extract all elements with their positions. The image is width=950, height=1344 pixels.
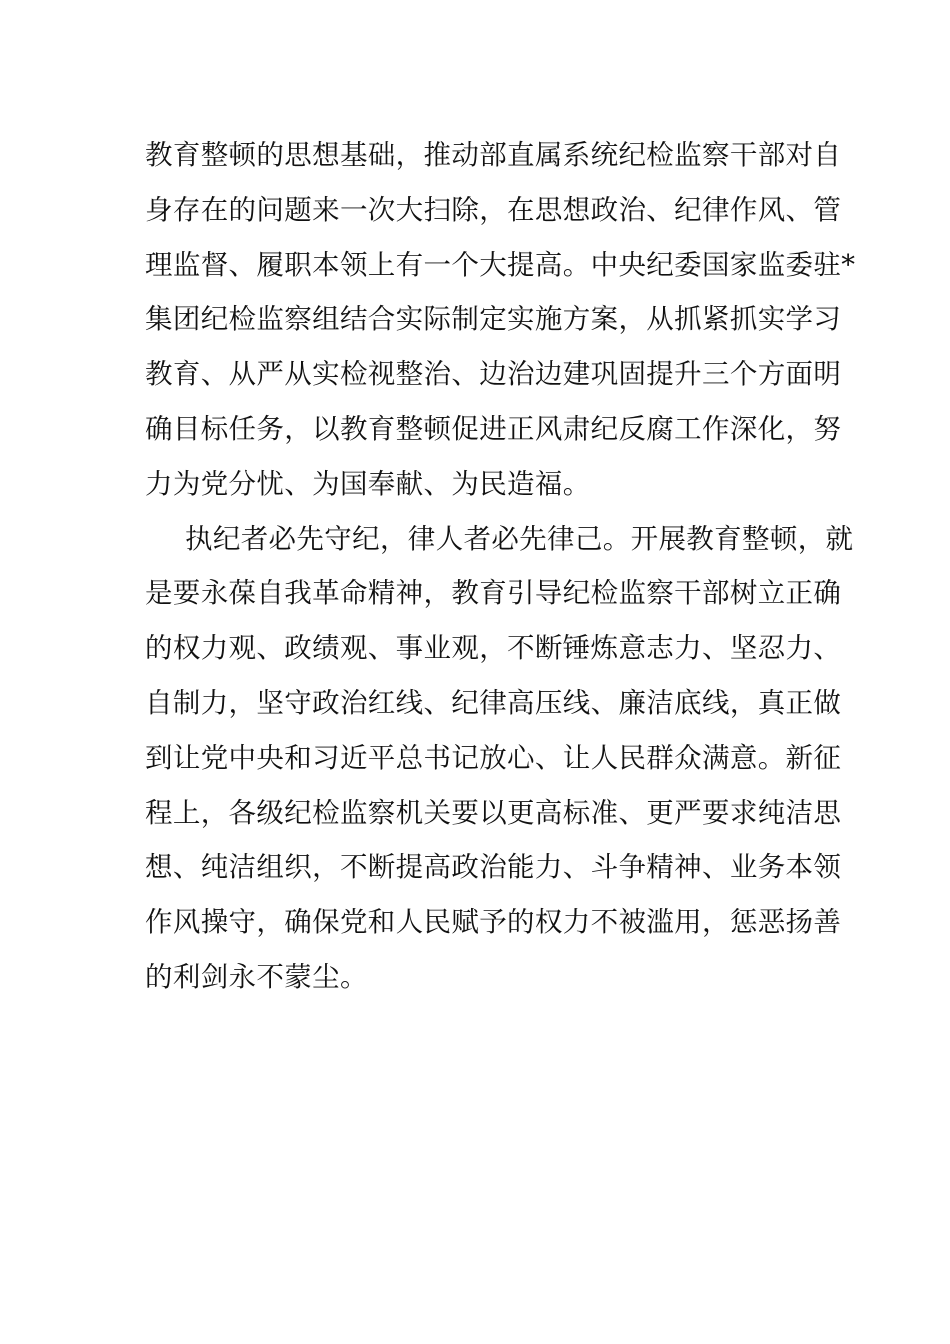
text-line: 程上，各级纪检监察机关要以更高标准、更严要求纯洁思 xyxy=(145,796,842,829)
text-line: 执纪者必先守纪，律人者必先律己。开展教育整顿，就 xyxy=(185,522,854,555)
text-line: 理监督、履职本领上有一个大提高。中央纪委国家监委驻* xyxy=(145,248,856,281)
text-line: 想、纯洁组织，不断提高政治能力、斗争精神、业务本领 xyxy=(145,851,842,884)
text-line: 的利剑永不蒙尘。 xyxy=(145,960,368,993)
text-line: 集团纪检监察组结合实际制定实施方案，从抓紧抓实学习 xyxy=(145,303,842,336)
text-line: 自制力，坚守政治红线、纪律高压线、廉洁底线，真正做 xyxy=(145,686,842,719)
text-line: 教育整顿的思想基础，推动部直属系统纪检监察干部对自 xyxy=(145,139,842,171)
text-line: 确目标任务，以教育整顿促进正风肃纪反腐工作深化，努 xyxy=(145,412,842,445)
text-line: 是要永葆自我革命精神，教育引导纪检监察干部树立正确 xyxy=(145,577,842,610)
document-body xyxy=(145,128,856,1005)
text-line: 力为党分忧、为国奉献、为民造福。 xyxy=(145,467,591,500)
text-line: 到让党中央和习近平总书记放心、让人民群众满意。新征 xyxy=(145,741,842,774)
paragraph-1 xyxy=(145,128,856,512)
text-line: 的权力观、政绩观、事业观，不断锤炼意志力、坚忍力、 xyxy=(145,632,842,665)
text-line: 身存在的问题来一次大扫除，在思想政治、纪律作风、管 xyxy=(145,193,842,226)
text-line: 教育、从严从实检视整治、边治边建巩固提升三个方面明 xyxy=(145,358,842,391)
paragraph-2 xyxy=(145,512,854,1005)
text-line: 作风操守，确保党和人民赋予的权力不被滥用，惩恶扬善 xyxy=(145,906,842,939)
